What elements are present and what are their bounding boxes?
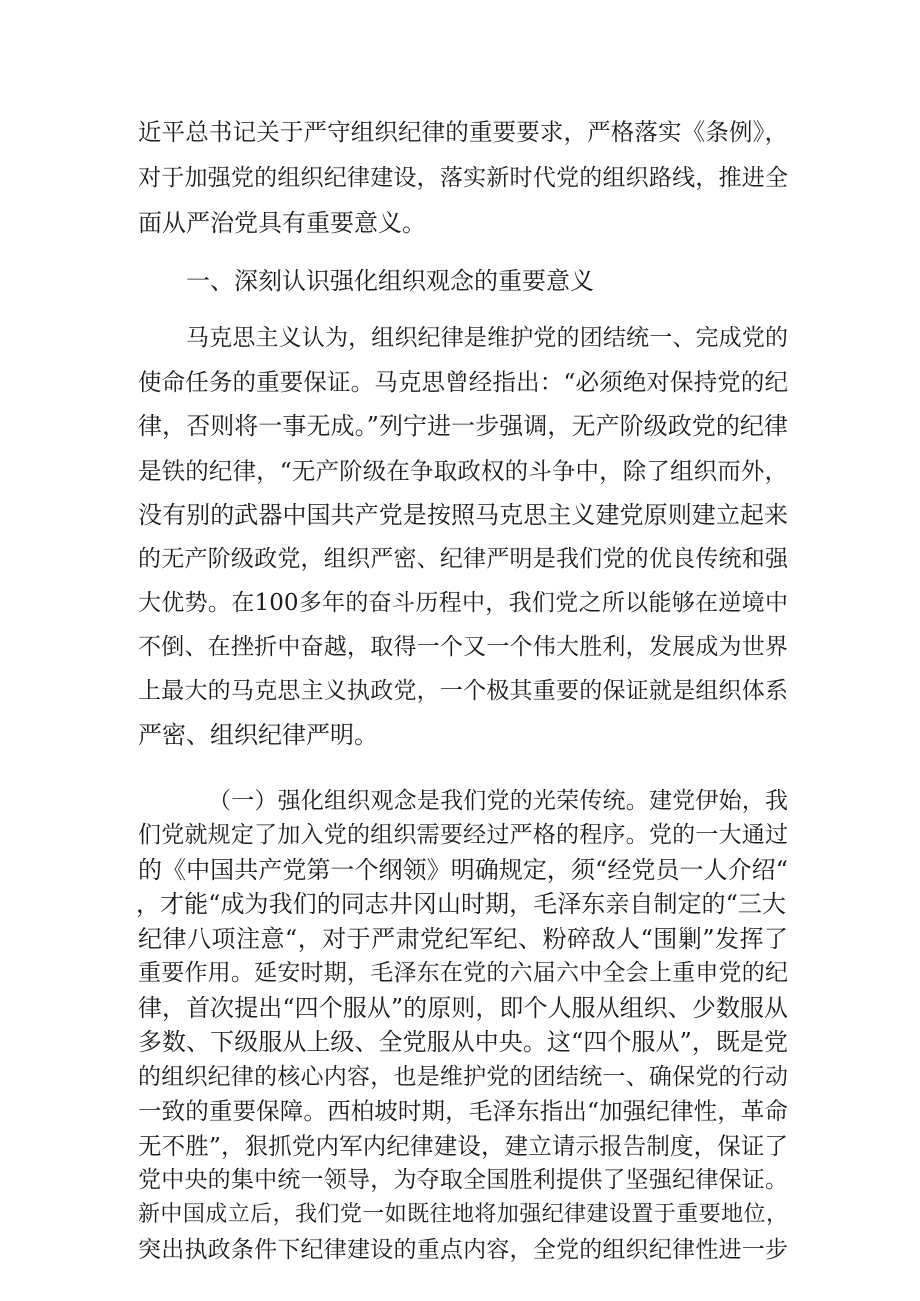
- tradition-line-1: （一）强化组织观念是我们党的光荣传统。建党伊始，我: [208, 788, 788, 814]
- marxism-line-8: 不倒、在挫折中奋越，取得一个又一个伟大胜利，发展成为世界: [138, 634, 788, 660]
- tradition-line-14: 突出执政条件下纪律建设的重点内容，全党的组织纪律性进一步: [138, 1237, 788, 1263]
- tradition-line-7: 律，首次提出“四个服从”的原则，即个人服从组织、少数服从: [138, 994, 788, 1022]
- intro-line-1: 近平总书记关于严守组织纪律的重要要求，严格落实《条例》，: [138, 118, 788, 146]
- marxism-line-3: 律，否则将一事无成。”列宁进一步强调，无产阶级政党的纪律: [138, 412, 788, 440]
- tradition-line-6: 重要作用。延安时期，毛泽东在党的六届六中全会上重申党的纪: [138, 960, 788, 986]
- tradition-line-4: ，才能“成为我们的同志井冈山时期，毛泽东亲自制定的“三大: [136, 890, 786, 918]
- marxism-line-2: 使命任务的重要保证。马克思曾经指出：“必须绝对保持党的纪: [138, 368, 788, 396]
- marxism-line-4: 是铁的纪律，“无产阶级在争取政权的斗争中，除了组织而外，: [138, 457, 788, 485]
- tradition-line-8: 多数、下级服从上级、全党服从中央。这“四个服从”，既是党: [138, 1028, 788, 1056]
- marxism-line-6: 的无产阶级政党，组织严密、纪律严明是我们党的优良传统和强: [138, 546, 788, 572]
- tradition-line-13: 新中国成立后，我们党一如既往地将加强纪律建设置于重要地位，: [138, 1202, 788, 1227]
- tradition-line-9: 的组织纪律的核心内容，也是维护党的团结统一、确保党的行动: [138, 1064, 788, 1090]
- tradition-line-3: 的《中国共产党第一个纲领》明确规定，须“经党员一人介绍“: [138, 856, 788, 884]
- tradition-line-2: 们党就规定了加入党的组织需要经过严格的程序。党的一大通过: [138, 822, 788, 848]
- tradition-line-5: 纪律八项注意“，对于严肃党纪军纪、粉碎敌人“围剿”发挥了: [138, 925, 788, 953]
- marxism-line-7: 大优势。在100多年的奋斗历程中，我们党之所以能够在逆境中: [138, 590, 788, 616]
- tradition-line-10: 一致的重要保障。西柏坡时期，毛泽东指出“加强纪律性，革命: [138, 1097, 788, 1125]
- section-heading: 一、深刻认识强化组织观念的重要意义: [186, 267, 594, 295]
- marxism-line-1: 马克思主义认为，组织纪律是维护党的团结统一、完成党的: [186, 325, 788, 351]
- marxism-line-9: 上最大的马克思主义执政党，一个极其重要的保证就是组织体系: [138, 678, 788, 704]
- tradition-line-12: 党中央的集中统一领导，为夺取全国胜利提供了坚强纪律保证。: [138, 1167, 788, 1193]
- marxism-line-10: 严密、组织纪律严明。: [138, 721, 378, 749]
- tradition-line-11: 无不胜”，狠抓党内军内纪律建设，建立请示报告制度，保证了: [138, 1132, 788, 1160]
- intro-line-2: 对于加强党的组织纪律建设，落实新时代党的组织路线，推进全: [138, 165, 788, 191]
- intro-line-3: 面从严治党具有重要意义。: [138, 209, 426, 237]
- marxism-line-5: 没有别的武器中国共产党是按照马克思主义建党原则建立起来: [138, 501, 788, 529]
